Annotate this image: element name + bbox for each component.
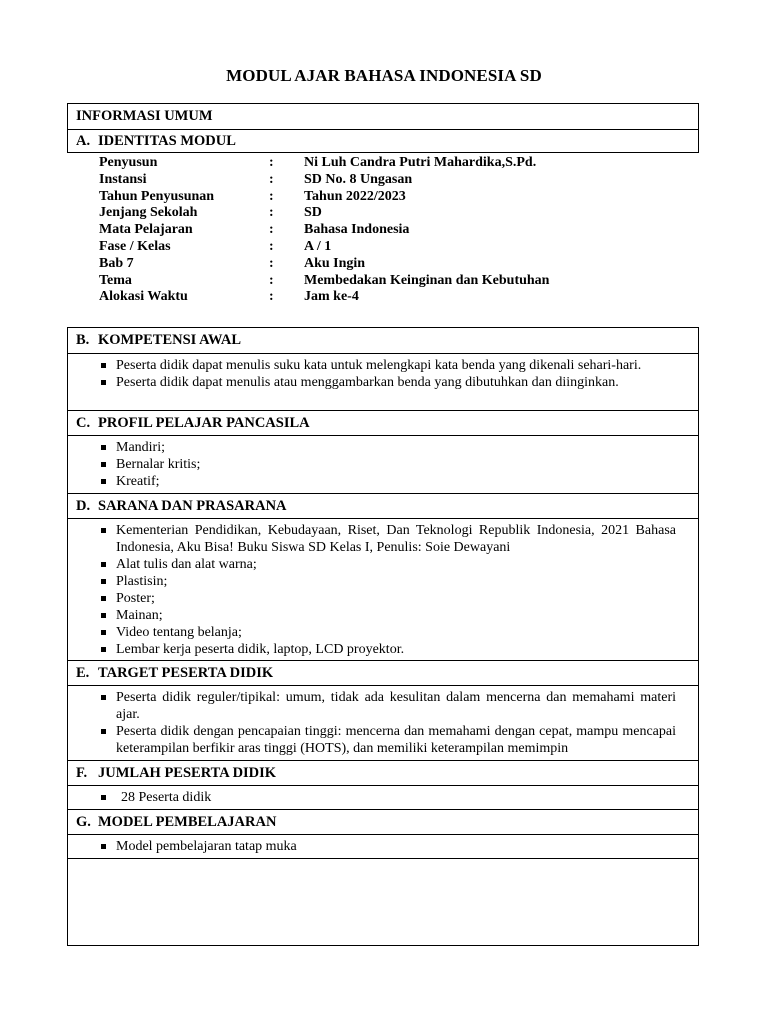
- identitas-label: Penyusun: [99, 155, 158, 170]
- informasi-umum-header: INFORMASI UMUM: [76, 108, 213, 124]
- identitas-label: Tahun Penyusunan: [99, 188, 215, 204]
- section-c-header: [68, 410, 698, 435]
- section-c-body: [68, 435, 698, 493]
- section-d-title: SARANA DAN PRASARANA: [98, 498, 287, 514]
- section-d-body: [68, 518, 698, 660]
- identitas-value: SD: [304, 205, 322, 221]
- identitas-colon: :: [269, 155, 274, 170]
- identitas-colon: :: [269, 205, 274, 221]
- list-item: Bernalar kritis;: [68, 456, 698, 473]
- list-item: Poster;: [68, 590, 698, 607]
- list-item: Peserta didik dapat menulis suku kata untuk melengkapi kata benda yang dikenali sehari-hari.: [68, 357, 698, 374]
- section-c-letter: C.: [76, 415, 91, 431]
- identitas-table: [99, 155, 634, 306]
- identitas-label: Tema: [99, 272, 132, 288]
- section-c-title: PROFIL PELAJAR PANCASILA: [98, 415, 310, 431]
- identitas-colon: :: [269, 255, 274, 271]
- identitas-value: SD No. 8 Ungasan: [304, 171, 413, 187]
- identitas-colon: :: [269, 171, 274, 187]
- section-g-header: [68, 809, 698, 834]
- identitas-colon: :: [269, 188, 274, 204]
- section-b-letter: B.: [76, 332, 90, 348]
- identitas-value: Jam ke-4: [304, 289, 359, 305]
- identitas-row: [99, 256, 634, 273]
- identitas-label: Alokasi Waktu: [99, 289, 188, 305]
- identitas-value: Membedakan Keinginan dan Kebutuhan: [304, 272, 550, 288]
- list-item: Video tentang belanja;: [68, 624, 698, 641]
- list-item: Kementerian Pendidikan, Kebudayaan, Riset, Dan Teknologi Republik Indonesia, 2021 Bahasa Indonesia, Aku Bisa! Buku Siswa SD Kelas I, Penulis: Soie Dewayani: [68, 522, 698, 556]
- list-item: Peserta didik reguler/tipikal: umum, tidak ada kesulitan dalam mencerna dan memahami materi ajar.: [68, 689, 698, 723]
- identitas-label: Jenjang Sekolah: [99, 205, 198, 221]
- identitas-row: [99, 289, 634, 306]
- identitas-label: Bab 7: [99, 255, 134, 271]
- identitas-row: [99, 273, 634, 290]
- identitas-value: Ni Luh Candra Putri Mahardika,S.Pd.: [304, 155, 537, 170]
- section-f-title: JUMLAH PESERTA DIDIK: [98, 765, 277, 781]
- sections-box: [67, 327, 699, 946]
- section-g-letter: G.: [76, 814, 91, 830]
- section-a-title: IDENTITAS MODUL: [98, 133, 236, 149]
- identitas-colon: :: [269, 222, 274, 238]
- list-item: Lembar kerja peserta didik, laptop, LCD proyektor.: [68, 641, 698, 658]
- list-item: Peserta didik dapat menulis atau menggambarkan benda yang dibutuhkan dan diinginkan.: [68, 374, 698, 391]
- section-b-header: [68, 328, 698, 353]
- identitas-value: A / 1: [304, 238, 332, 254]
- section-f-header: [68, 760, 698, 785]
- section-a-header: [68, 129, 698, 152]
- document-title: MODUL AJAR BAHASA INDONESIA SD: [226, 66, 542, 85]
- section-b-body: [68, 353, 698, 410]
- list-item: Kreatif;: [68, 473, 698, 490]
- list-item: 28 Peserta didik: [68, 789, 698, 806]
- identitas-row: [99, 189, 634, 206]
- identitas-value: Bahasa Indonesia: [304, 222, 410, 238]
- empty-content-area: [68, 858, 698, 939]
- list-item: Alat tulis dan alat warna;: [68, 556, 698, 573]
- identitas-value: Tahun 2022/2023: [304, 188, 406, 204]
- section-e-title: TARGET PESERTA DIDIK: [98, 665, 274, 681]
- identitas-row: [99, 172, 634, 189]
- list-item: Mainan;: [68, 607, 698, 624]
- section-e-letter: E.: [76, 665, 90, 681]
- section-g-title: MODEL PEMBELAJARAN: [98, 814, 277, 830]
- identitas-row: [99, 205, 634, 222]
- list-item: Model pembelajaran tatap muka: [68, 838, 698, 855]
- section-f-body: [68, 785, 698, 809]
- list-item: Mandiri;: [68, 439, 698, 456]
- identitas-row: [99, 155, 634, 172]
- section-e-header: [68, 660, 698, 685]
- identitas-label: Mata Pelajaran: [99, 222, 193, 238]
- section-a-letter: A.: [76, 133, 91, 149]
- identitas-colon: :: [269, 289, 274, 305]
- list-item: Peserta didik dengan pencapaian tinggi: mencerna dan memahami dengan cepat, mampu mencapai keterampilan berfikir aras tinggi (HOTS), dan memiliki keterampilan memimpin: [68, 723, 698, 757]
- identitas-colon: :: [269, 272, 274, 288]
- identitas-colon: :: [269, 238, 274, 254]
- section-d-header: [68, 493, 698, 518]
- identitas-label: Instansi: [99, 171, 147, 187]
- section-g-body: [68, 834, 698, 858]
- informasi-umum-box: [67, 103, 699, 153]
- section-e-body: [68, 685, 698, 760]
- section-f-letter: F.: [76, 765, 88, 781]
- section-b-title: KOMPETENSI AWAL: [98, 332, 242, 348]
- identitas-row: [99, 239, 634, 256]
- identitas-value: Aku Ingin: [304, 255, 366, 271]
- list-item: Plastisin;: [68, 573, 698, 590]
- identitas-row: [99, 222, 634, 239]
- section-d-letter: D.: [76, 498, 91, 514]
- identitas-label: Fase / Kelas: [99, 238, 171, 254]
